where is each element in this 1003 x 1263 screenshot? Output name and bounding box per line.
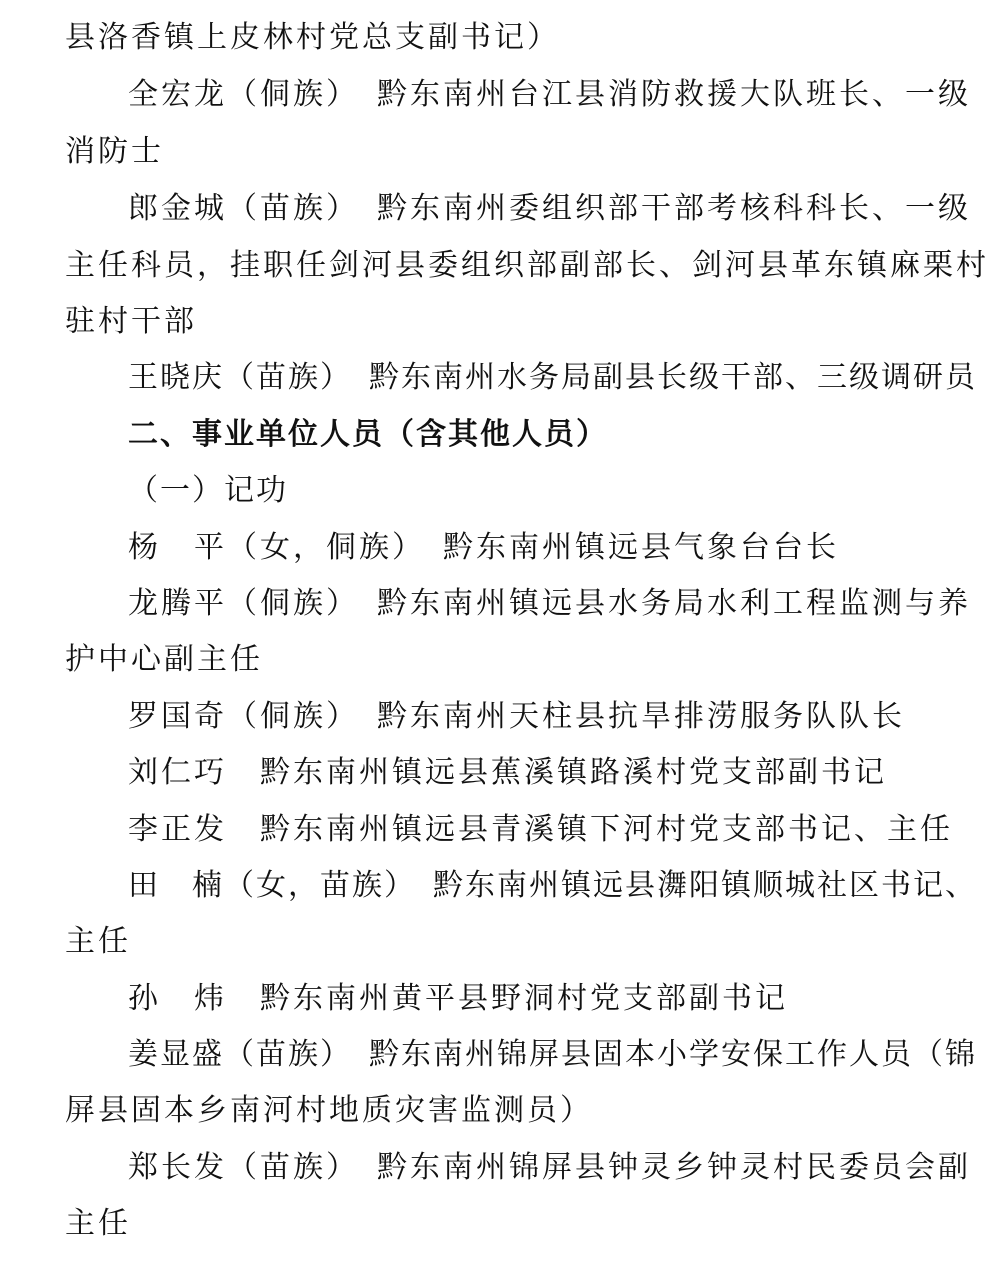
text-line: 孙 炜 黔东南州黄平县野洞村党支部副书记 (128, 981, 788, 1016)
text-line: 罗国奇（侗族） 黔东南州天柱县抗旱排涝服务队队长 (128, 699, 905, 734)
text-line: 田 楠（女，苗族） 黔东南州镇远县㵲阳镇顺城社区书记、 (128, 868, 977, 903)
text-line: 杨 平（女，侗族） 黔东南州镇远县气象台台长 (128, 530, 839, 565)
text-line: 姜显盛（苗族） 黔东南州锦屏县固本小学安保工作人员（锦 (128, 1037, 977, 1072)
text-line: 李正发 黔东南州镇远县青溪镇下河村党支部书记、主任 (128, 812, 953, 847)
text-line: 王晓庆（苗族） 黔东南州水务局副县长级干部、三级调研员 (128, 360, 977, 395)
text-line: 郑长发（苗族） 黔东南州锦屏县钟灵乡钟灵村民委员会副 (128, 1150, 971, 1185)
subsection-heading: （一）记功 (128, 473, 288, 508)
text-line: 龙腾平（侗族） 黔东南州镇远县水务局水利工程监测与养 (128, 586, 971, 621)
text-line: 主任 (65, 924, 131, 959)
text-line: 主任科员，挂职任剑河县委组织部副部长、剑河县革东镇麻栗村 (65, 248, 989, 283)
text-line: 全宏龙（侗族） 黔东南州台江县消防救援大队班长、一级 (128, 77, 971, 112)
text-line: 刘仁巧 黔东南州镇远县蕉溪镇路溪村党支部副书记 (128, 755, 887, 790)
text-line: 县洛香镇上皮林村党总支副书记） (65, 20, 560, 55)
text-line: 驻村干部 (65, 304, 197, 339)
text-line: 屏县固本乡南河村地质灾害监测员） (65, 1093, 593, 1128)
text-line: 消防士 (65, 134, 164, 169)
section-heading: 二、事业单位人员（含其他人员） (128, 417, 608, 452)
text-line: 主任 (65, 1206, 131, 1241)
text-line: 郎金城（苗族） 黔东南州委组织部干部考核科科长、一级 (128, 191, 971, 226)
text-line: 护中心副主任 (65, 642, 263, 677)
